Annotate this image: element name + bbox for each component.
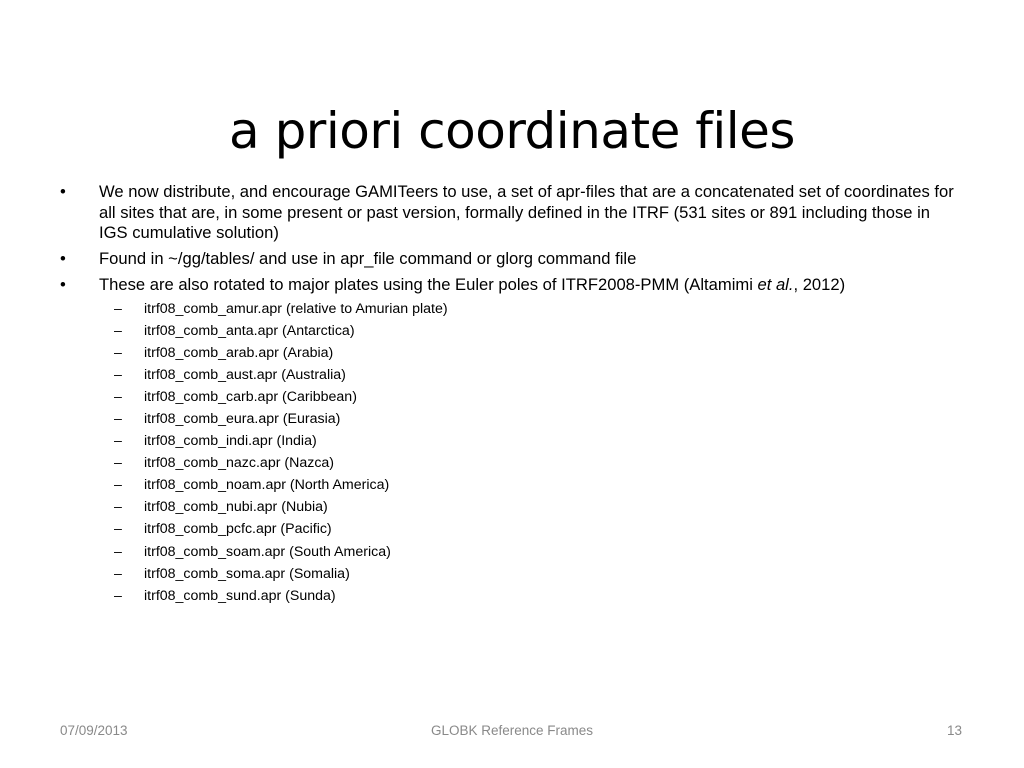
sub-bullet-text: itrf08_comb_pcfc.apr (Pacific) bbox=[144, 521, 332, 538]
sub-bullet-text: itrf08_comb_nazc.apr (Nazca) bbox=[144, 455, 335, 472]
sub-bullet-text: itrf08_comb_arab.apr (Arabia) bbox=[144, 344, 334, 361]
bullet-text: Found in ~/gg/tables/ and use in apr_file command or glorg command file bbox=[99, 249, 637, 269]
sub-bullet-text: itrf08_comb_noam.apr (North America) bbox=[144, 477, 390, 494]
sub-bullet-item bbox=[99, 411, 960, 429]
dash-marker: – bbox=[114, 344, 122, 361]
dash-marker: – bbox=[114, 433, 122, 450]
bullet-item bbox=[60, 182, 960, 244]
dash-marker: – bbox=[114, 565, 122, 582]
sub-bullet-item bbox=[99, 345, 960, 363]
sub-bullet-text: itrf08_comb_soma.apr (Somalia) bbox=[144, 565, 350, 582]
sub-bullet-text: itrf08_comb_aust.apr (Australia) bbox=[144, 366, 346, 383]
sub-bullet-text: itrf08_comb_anta.apr (Antarctica) bbox=[144, 322, 355, 339]
bullet-text-part: These are also rotated to major plates using the Euler poles of ITRF2008-PMM (Altamimi bbox=[99, 274, 758, 294]
slide-title: a priori coordinate files bbox=[229, 101, 795, 160]
sub-bullet-item bbox=[99, 323, 960, 341]
sub-bullet-text: itrf08_comb_eura.apr (Eurasia) bbox=[144, 410, 341, 427]
sub-bullet-item bbox=[99, 389, 960, 407]
bullet-item bbox=[60, 249, 960, 270]
dash-marker: – bbox=[114, 388, 122, 405]
dash-marker: – bbox=[114, 477, 122, 494]
bullet-text-part: , 2012) bbox=[793, 274, 846, 294]
dash-marker: – bbox=[114, 455, 122, 472]
sub-bullet-item bbox=[99, 521, 960, 539]
dash-marker: – bbox=[114, 543, 122, 560]
sub-bullet-list bbox=[99, 301, 960, 606]
dash-marker: – bbox=[114, 366, 122, 383]
sub-bullet-text: itrf08_comb_nubi.apr (Nubia) bbox=[144, 499, 328, 516]
sub-bullet-text: itrf08_comb_indi.apr (India) bbox=[144, 433, 317, 450]
sub-bullet-item bbox=[99, 477, 960, 495]
dash-marker: – bbox=[114, 300, 122, 317]
sub-bullet-item bbox=[99, 301, 960, 319]
bullet-text bbox=[99, 275, 845, 294]
citation-italic: et al. bbox=[757, 274, 794, 294]
footer-date: 07/09/2013 bbox=[60, 723, 128, 738]
sub-bullet-text: itrf08_comb_sund.apr (Sunda) bbox=[144, 587, 336, 604]
bullet-list bbox=[60, 182, 960, 605]
bullet-marker: • bbox=[60, 249, 66, 269]
sub-bullet-item bbox=[99, 588, 960, 606]
sub-bullet-item bbox=[99, 499, 960, 517]
bullet-item bbox=[60, 275, 960, 606]
sub-bullet-text: itrf08_comb_amur.apr (relative to Amurian plate) bbox=[144, 300, 448, 317]
sub-bullet-text: itrf08_comb_soam.apr (South America) bbox=[144, 543, 391, 560]
dash-marker: – bbox=[114, 322, 122, 339]
sub-bullet-item bbox=[99, 455, 960, 473]
dash-marker: – bbox=[114, 587, 122, 604]
dash-marker: – bbox=[114, 410, 122, 427]
sub-bullet-item bbox=[99, 544, 960, 562]
dash-marker: – bbox=[114, 521, 122, 538]
bullet-marker: • bbox=[60, 274, 66, 294]
slide-body bbox=[60, 182, 960, 610]
bullet-marker: • bbox=[60, 182, 66, 201]
sub-bullet-text: itrf08_comb_carb.apr (Caribbean) bbox=[144, 388, 357, 405]
sub-bullet-item bbox=[99, 367, 960, 385]
footer-title: GLOBK Reference Frames bbox=[430, 723, 594, 738]
dash-marker: – bbox=[114, 499, 122, 516]
sub-bullet-item bbox=[99, 433, 960, 451]
slide-number: 13 bbox=[946, 723, 962, 738]
bullet-text: We now distribute, and encourage GAMITeers to use, a set of apr-files that are a concatenated set of coordinates for all sites that are, in some present or past version, formally defined in the ITRF (531 sites or 891 including those in IGS cumulative solution) bbox=[99, 182, 954, 243]
sub-bullet-item bbox=[99, 566, 960, 584]
